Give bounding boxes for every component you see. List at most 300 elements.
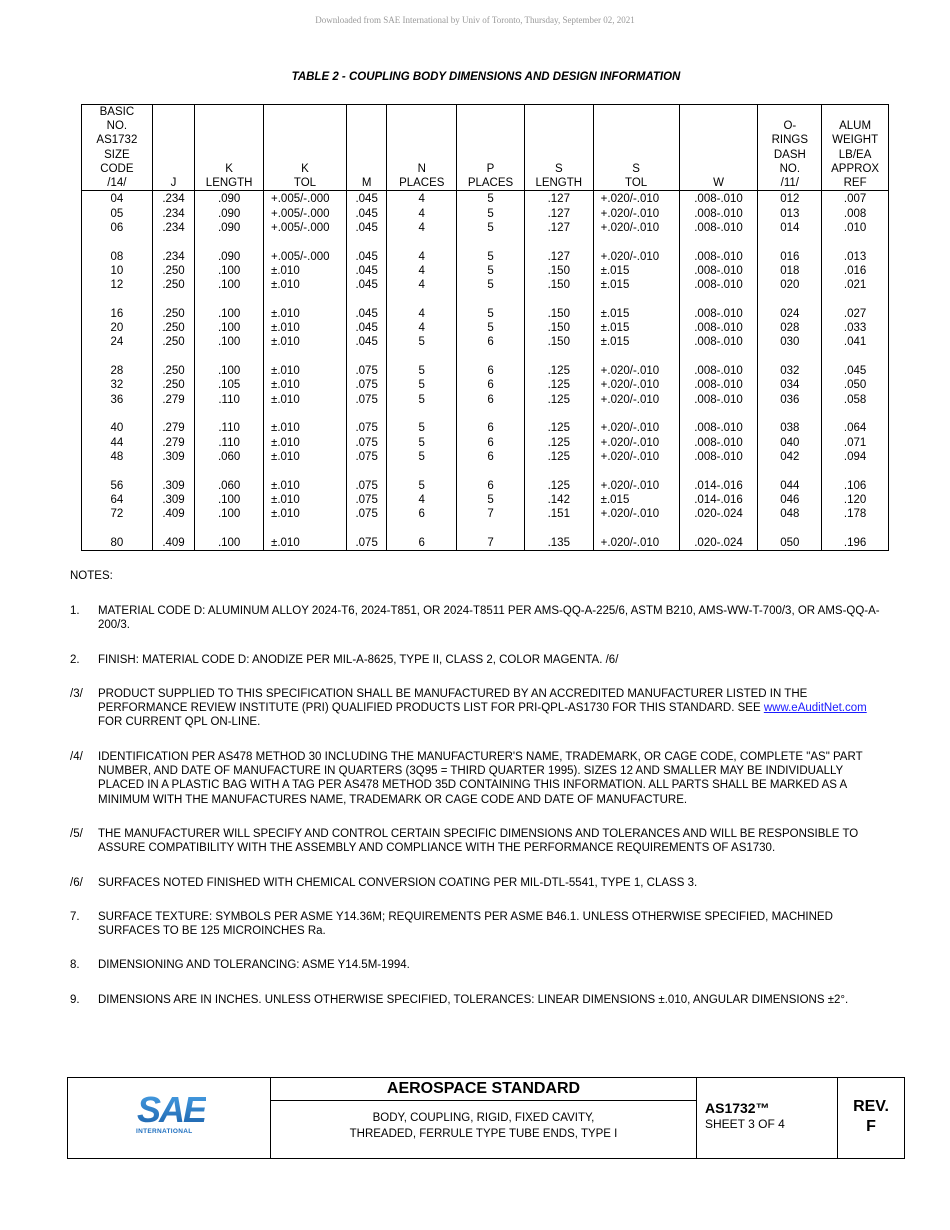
- column-header: [387, 105, 457, 191]
- table-cell: 44: [82, 436, 153, 450]
- table-cell: .008-.010: [679, 335, 758, 349]
- table-cell: ±.015: [593, 335, 679, 349]
- table-cell: 05: [82, 207, 153, 221]
- table-cell: .110: [195, 407, 264, 436]
- table-cell: 5: [457, 221, 525, 235]
- column-header-line: N: [417, 162, 426, 175]
- table-cell: ±.015: [593, 292, 679, 321]
- eauditnet-link[interactable]: www.eAuditNet.com: [763, 702, 867, 715]
- table-row: [82, 207, 889, 221]
- table-cell: 5: [387, 393, 457, 407]
- note-number: 8.: [70, 959, 80, 972]
- table-cell: .150: [524, 321, 593, 335]
- table-row: [82, 407, 889, 436]
- table-cell: 5: [387, 350, 457, 379]
- title-cell: [271, 1078, 697, 1158]
- table-title: TABLE 2 - COUPLING BODY DIMENSIONS AND DESIGN INFORMATION: [291, 71, 681, 83]
- table-body: [82, 191, 889, 551]
- note-item: [70, 653, 880, 667]
- notes-list: [70, 604, 880, 1027]
- column-header-line: SIZE: [104, 148, 130, 161]
- table-cell: 5: [457, 292, 525, 321]
- column-header-line: TOL: [625, 177, 648, 190]
- column-header-line: NO.: [779, 162, 801, 175]
- column-header-line: NO.: [106, 120, 128, 133]
- table-cell: 06: [82, 221, 153, 235]
- table-cell: .100: [195, 335, 264, 349]
- table-cell: .008-.010: [679, 191, 758, 207]
- note-text: FINISH: MATERIAL CODE D: ANODIZE PER MIL-A-8625, TYPE II, CLASS 2, COLOR MAGENTA. /6/: [98, 653, 619, 666]
- table-cell: ±.010: [264, 464, 347, 493]
- sae-logo: [136, 1090, 206, 1140]
- table-cell: .090: [195, 207, 264, 221]
- table-cell: 48: [82, 450, 153, 464]
- table-cell: .075: [346, 464, 386, 493]
- logo-cell: [68, 1078, 271, 1158]
- table-cell: .127: [524, 235, 593, 264]
- table-cell: .250: [152, 292, 194, 321]
- table-cell: ±.010: [264, 507, 347, 521]
- description-line-2: THREADED, FERRULE TYPE TUBE ENDS, TYPE I: [349, 1128, 618, 1140]
- note-text-after-link: FOR CURRENT QPL ON-LINE.: [98, 716, 261, 729]
- table-cell: .250: [152, 264, 194, 278]
- table-cell: .106: [822, 464, 889, 493]
- table-cell: ±.015: [593, 264, 679, 278]
- note-number: /6/: [70, 876, 83, 889]
- table-cell: 5: [457, 207, 525, 221]
- table-cell: ±.010: [264, 335, 347, 349]
- table-header-row: [82, 105, 889, 191]
- table-cell: ±.010: [264, 436, 347, 450]
- table-cell: 030: [758, 335, 822, 349]
- table-cell: 036: [758, 393, 822, 407]
- table-row: [82, 464, 889, 493]
- note-item: [70, 993, 880, 1007]
- table-cell: .045: [346, 235, 386, 264]
- table-cell: 4: [387, 493, 457, 507]
- column-header-line: WEIGHT: [832, 134, 879, 147]
- table-cell: +.020/-.010: [593, 378, 679, 392]
- table-cell: 4: [387, 321, 457, 335]
- table-cell: 5: [387, 464, 457, 493]
- table-cell: .279: [152, 407, 194, 436]
- table-cell: 6: [457, 450, 525, 464]
- table-cell: 5: [387, 407, 457, 436]
- column-header-line: AS1732: [96, 134, 138, 147]
- table-cell: +.020/-.010: [593, 207, 679, 221]
- note-text: SURFACES NOTED FINISHED WITH CHEMICAL CONVERSION COATING PER MIL-DTL-5541, TYPE 1, CLASS 3.: [98, 876, 698, 889]
- note-item: [70, 604, 880, 633]
- table-cell: 6: [457, 335, 525, 349]
- column-header-line: TOL: [293, 177, 317, 190]
- notes-heading: NOTES:: [70, 570, 113, 582]
- table-cell: .008-.010: [679, 350, 758, 379]
- table-cell: 24: [82, 335, 153, 349]
- table-cell: .008-.010: [679, 207, 758, 221]
- dimensions-table: [81, 104, 889, 551]
- column-header: [457, 105, 525, 191]
- table-cell: +.005/-.000: [264, 221, 347, 235]
- revision-label: REV.: [853, 1098, 889, 1115]
- column-header-line: S: [632, 162, 640, 175]
- table-cell: .075: [346, 350, 386, 379]
- column-header: [346, 105, 386, 191]
- table-cell: .100: [195, 493, 264, 507]
- table-cell: .008: [822, 207, 889, 221]
- table-cell: .060: [195, 464, 264, 493]
- table-cell: ±.010: [264, 378, 347, 392]
- table-row: [82, 335, 889, 349]
- table-cell: .196: [822, 522, 889, 551]
- table-cell: 012: [758, 191, 822, 207]
- table-cell: .008-.010: [679, 378, 758, 392]
- table-cell: .075: [346, 393, 386, 407]
- table-cell: .151: [524, 507, 593, 521]
- table-cell: 016: [758, 235, 822, 264]
- table-cell: 4: [387, 207, 457, 221]
- column-header-line: /14/: [107, 177, 127, 190]
- column-header-line: LENGTH: [535, 177, 583, 190]
- table-cell: 014: [758, 221, 822, 235]
- note-number: /3/: [70, 687, 83, 700]
- column-header: [524, 105, 593, 191]
- table-cell: +.020/-.010: [593, 191, 679, 207]
- table-cell: .110: [195, 436, 264, 450]
- table-cell: 56: [82, 464, 153, 493]
- column-header-line: REF: [843, 177, 867, 190]
- title-block: [67, 1077, 905, 1159]
- note-item: [70, 876, 880, 890]
- table-cell: .100: [195, 292, 264, 321]
- standard-title: AEROSPACE STANDARD: [271, 1078, 696, 1101]
- table-cell: .135: [524, 522, 593, 551]
- table-cell: ±.010: [264, 493, 347, 507]
- column-header-line: CODE: [100, 162, 134, 175]
- table-cell: .309: [152, 493, 194, 507]
- table-cell: .075: [346, 522, 386, 551]
- table-row: [82, 221, 889, 235]
- table-cell: ±.010: [264, 278, 347, 292]
- table-cell: .100: [195, 507, 264, 521]
- table-cell: 28: [82, 350, 153, 379]
- table-cell: .058: [822, 393, 889, 407]
- table-cell: 20: [82, 321, 153, 335]
- table-cell: .234: [152, 207, 194, 221]
- table-cell: .125: [524, 436, 593, 450]
- table-cell: 042: [758, 450, 822, 464]
- table-cell: 5: [387, 335, 457, 349]
- table-cell: ±.010: [264, 450, 347, 464]
- table-cell: +.020/-.010: [593, 450, 679, 464]
- table-cell: 6: [457, 378, 525, 392]
- column-header: [195, 105, 264, 191]
- note-number: 1.: [70, 605, 80, 617]
- table-cell: +.020/-.010: [593, 464, 679, 493]
- table-row: [82, 436, 889, 450]
- table-cell: 32: [82, 378, 153, 392]
- document-number-cell: [697, 1078, 838, 1158]
- table-cell: .125: [524, 393, 593, 407]
- column-header-line: LB/EA: [838, 148, 872, 161]
- table-cell: 6: [387, 522, 457, 551]
- table-cell: 4: [387, 191, 457, 207]
- sae-logo-subtext: INTERNATIONAL: [136, 1128, 193, 1135]
- table-cell: +.020/-.010: [593, 221, 679, 235]
- note-item: [70, 827, 880, 856]
- table-cell: +.020/-.010: [593, 507, 679, 521]
- table-cell: ±.010: [264, 350, 347, 379]
- column-header: [822, 105, 889, 191]
- table-cell: 6: [457, 350, 525, 379]
- note-item: [70, 687, 880, 730]
- table-cell: .100: [195, 350, 264, 379]
- table-cell: 08: [82, 235, 153, 264]
- table-cell: 020: [758, 278, 822, 292]
- note-text: THE MANUFACTURER WILL SPECIFY AND CONTROL CERTAIN SPECIFIC DIMENSIONS AND TOLERANCES AND WILL BE RESPONSIBLE TO ASSURE COMPATIBILITY WITH THE ASSEMBLY AND COMPLIANCE WITH THE PERFORMANCE REQUIREMENTS OF AS1730.: [98, 827, 859, 855]
- table-cell: .075: [346, 436, 386, 450]
- table-cell: .075: [346, 507, 386, 521]
- table-cell: ±.015: [593, 278, 679, 292]
- table-cell: 028: [758, 321, 822, 335]
- table-cell: .010: [822, 221, 889, 235]
- table-cell: 04: [82, 191, 153, 207]
- table-cell: 12: [82, 278, 153, 292]
- table-cell: .008-.010: [679, 278, 758, 292]
- download-watermark: Downloaded from SAE International by Univ of Toronto, Thursday, September 02, 2021: [315, 15, 635, 25]
- table-cell: .045: [346, 264, 386, 278]
- table-cell: .250: [152, 321, 194, 335]
- table-cell: .094: [822, 450, 889, 464]
- table-row: [82, 278, 889, 292]
- table-cell: .125: [524, 464, 593, 493]
- table-cell: .105: [195, 378, 264, 392]
- table-cell: .008-.010: [679, 407, 758, 436]
- table-cell: .008-.010: [679, 450, 758, 464]
- table-cell: .100: [195, 522, 264, 551]
- table-cell: 10: [82, 264, 153, 278]
- table-cell: ±.010: [264, 522, 347, 551]
- column-header-line: APPROX: [831, 162, 880, 175]
- table-cell: 7: [457, 522, 525, 551]
- table-cell: +.005/-.000: [264, 191, 347, 207]
- table-cell: 5: [457, 191, 525, 207]
- table-cell: .013: [822, 235, 889, 264]
- column-header-line: P: [486, 162, 495, 175]
- table-cell: .150: [524, 335, 593, 349]
- table-cell: .008-.010: [679, 321, 758, 335]
- table-row: [82, 493, 889, 507]
- table-cell: .409: [152, 522, 194, 551]
- table-cell: .050: [822, 378, 889, 392]
- table-cell: +.020/-.010: [593, 235, 679, 264]
- table-cell: ±.015: [593, 493, 679, 507]
- table-cell: .014-.016: [679, 464, 758, 493]
- table-cell: .250: [152, 335, 194, 349]
- table-cell: 032: [758, 350, 822, 379]
- table-cell: .125: [524, 450, 593, 464]
- table-cell: .045: [346, 278, 386, 292]
- table-cell: 4: [387, 264, 457, 278]
- document-number: AS1732™: [705, 1100, 770, 1116]
- table-cell: ±.010: [264, 407, 347, 436]
- table-cell: 5: [387, 436, 457, 450]
- column-header-line: J: [170, 177, 177, 190]
- column-header-line: ALUM: [839, 120, 872, 133]
- table-cell: .020-.024: [679, 522, 758, 551]
- column-header-line: PLACES: [399, 177, 445, 190]
- table-cell: 050: [758, 522, 822, 551]
- table-cell: .007: [822, 191, 889, 207]
- column-header-line: /11/: [780, 177, 799, 190]
- column-header: [264, 105, 347, 191]
- table-cell: ±.015: [593, 321, 679, 335]
- table-cell: 034: [758, 378, 822, 392]
- note-text: DIMENSIONS ARE IN INCHES. UNLESS OTHERWISE SPECIFIED, TOLERANCES: LINEAR DIMENSIONS ±.010, ANGULAR DIMENSIONS ±2°.: [98, 993, 849, 1006]
- column-header-line: PLACES: [467, 177, 514, 190]
- table-cell: .033: [822, 321, 889, 335]
- table-cell: 5: [457, 264, 525, 278]
- column-header: [82, 105, 153, 191]
- table-cell: .125: [524, 350, 593, 379]
- table-cell: +.020/-.010: [593, 393, 679, 407]
- table-cell: 5: [387, 450, 457, 464]
- table-cell: 5: [457, 278, 525, 292]
- column-header-line: K: [225, 162, 233, 175]
- table-cell: ±.010: [264, 264, 347, 278]
- table-cell: .060: [195, 450, 264, 464]
- note-text: MATERIAL CODE D: ALUMINUM ALLOY 2024-T6, 2024-T851, OR 2024-T8511 PER AMS-QQ-A-225/6, ASTM B210, AMS-WW-T-700/3, OR AMS-QQ-A-200/3.: [98, 605, 880, 632]
- table-cell: .409: [152, 507, 194, 521]
- column-header-line: O-: [783, 120, 797, 133]
- table-cell: .090: [195, 221, 264, 235]
- table-cell: ±.010: [264, 393, 347, 407]
- table-row: [82, 235, 889, 264]
- table-cell: 038: [758, 407, 822, 436]
- table-cell: 040: [758, 436, 822, 450]
- table-cell: 6: [457, 436, 525, 450]
- table-cell: .279: [152, 393, 194, 407]
- sae-logo-letters: SAE: [136, 1090, 206, 1126]
- note-number: 7.: [70, 910, 80, 923]
- table-cell: .008-.010: [679, 393, 758, 407]
- note-text: PRODUCT SUPPLIED TO THIS SPECIFICATION SHALL BE MANUFACTURED BY AN ACCREDITED MANUFACTURER LISTED IN THE PERFORMANCE REVIEW INSTITUTE (PRI) QUALIFIED PRODUCTS LIST FOR PRI-QPL-AS1730 FOR THIS STANDARD. SEE: [98, 687, 808, 715]
- table-cell: .016: [822, 264, 889, 278]
- table-cell: .064: [822, 407, 889, 436]
- note-number: /5/: [70, 827, 83, 840]
- table-cell: 16: [82, 292, 153, 321]
- table-cell: .075: [346, 493, 386, 507]
- column-header-line: RINGS: [771, 134, 809, 147]
- table-cell: .234: [152, 235, 194, 264]
- table-cell: 6: [457, 464, 525, 493]
- table-row: [82, 378, 889, 392]
- column-header-line: W: [713, 177, 724, 190]
- table-cell: 80: [82, 522, 153, 551]
- table-cell: 4: [387, 235, 457, 264]
- table-cell: .150: [524, 264, 593, 278]
- document-description: [271, 1101, 696, 1158]
- table-cell: .008-.010: [679, 292, 758, 321]
- note-number: /4/: [70, 750, 83, 763]
- table-cell: .075: [346, 450, 386, 464]
- table-cell: 5: [457, 321, 525, 335]
- table-cell: .125: [524, 378, 593, 392]
- table-cell: .178: [822, 507, 889, 521]
- table-cell: .027: [822, 292, 889, 321]
- table-cell: 5: [387, 378, 457, 392]
- table-cell: .020-.024: [679, 507, 758, 521]
- table-cell: .234: [152, 221, 194, 235]
- note-text: IDENTIFICATION PER AS478 METHOD 30 INCLUDING THE MANUFACTURER'S NAME, TRADEMARK, OR CAGE CODE, COMPLETE "AS" PART NUMBER, AND DATE OF MANUFACTURE IN QUARTERS (3Q95 = THIRD QUARTER 1995). SIZES 12 AND SMALLER MAY BE INDIVIDUALLY PLACED IN A PLASTIC BAG WITH A TAG PER AS478 METHOD 35D CONTAINING THIS INFORMATION. ALL PARTS SHALL BE MARKED AS A MINIMUM WITH THE MANUFACTURES NAME, TRADEMARK OR CAGE CODE AND DATE OF MANUFACTURE.: [98, 750, 863, 806]
- table-cell: .045: [346, 207, 386, 221]
- table-cell: .045: [346, 292, 386, 321]
- table-cell: 72: [82, 507, 153, 521]
- table-cell: .234: [152, 191, 194, 207]
- table-cell: .110: [195, 393, 264, 407]
- table-cell: .071: [822, 436, 889, 450]
- table-cell: ±.010: [264, 321, 347, 335]
- table-row: [82, 393, 889, 407]
- table-cell: +.020/-.010: [593, 407, 679, 436]
- table-row: [82, 264, 889, 278]
- table-cell: .045: [346, 335, 386, 349]
- revision-value: F: [866, 1118, 876, 1135]
- table-cell: .045: [346, 191, 386, 207]
- table-cell: 048: [758, 507, 822, 521]
- table-cell: 013: [758, 207, 822, 221]
- table-cell: 046: [758, 493, 822, 507]
- table-cell: .150: [524, 292, 593, 321]
- table-cell: .100: [195, 264, 264, 278]
- note-text: DIMENSIONING AND TOLERANCING: ASME Y14.5M-1994.: [98, 959, 410, 972]
- table-cell: .127: [524, 221, 593, 235]
- table-cell: 5: [457, 493, 525, 507]
- table-cell: .250: [152, 278, 194, 292]
- table-cell: .075: [346, 378, 386, 392]
- table-cell: .125: [524, 407, 593, 436]
- table-cell: .309: [152, 450, 194, 464]
- column-header-line: S: [554, 162, 563, 175]
- column-header-line: BASIC: [99, 106, 135, 118]
- table-cell: .045: [822, 350, 889, 379]
- table-cell: 4: [387, 221, 457, 235]
- table-cell: 7: [457, 507, 525, 521]
- table-cell: .127: [524, 207, 593, 221]
- table-cell: 6: [387, 507, 457, 521]
- table-row: [82, 350, 889, 379]
- table-row: [82, 522, 889, 551]
- table-row: [82, 292, 889, 321]
- table-cell: +.020/-.010: [593, 522, 679, 551]
- column-header: [152, 105, 194, 191]
- table-cell: .090: [195, 191, 264, 207]
- revision-cell: [838, 1078, 904, 1158]
- table-cell: .142: [524, 493, 593, 507]
- table-cell: 36: [82, 393, 153, 407]
- table-cell: 044: [758, 464, 822, 493]
- table-cell: .250: [152, 378, 194, 392]
- table-cell: 6: [457, 393, 525, 407]
- description-line-1: BODY, COUPLING, RIGID, FIXED CAVITY,: [372, 1112, 595, 1124]
- table-cell: .008-.010: [679, 436, 758, 450]
- table-cell: .045: [346, 221, 386, 235]
- table-cell: .090: [195, 235, 264, 264]
- table-cell: .021: [822, 278, 889, 292]
- column-header: [679, 105, 758, 191]
- note-item: [70, 958, 880, 972]
- table-cell: 4: [387, 278, 457, 292]
- sae-logo-mark: [136, 1090, 206, 1126]
